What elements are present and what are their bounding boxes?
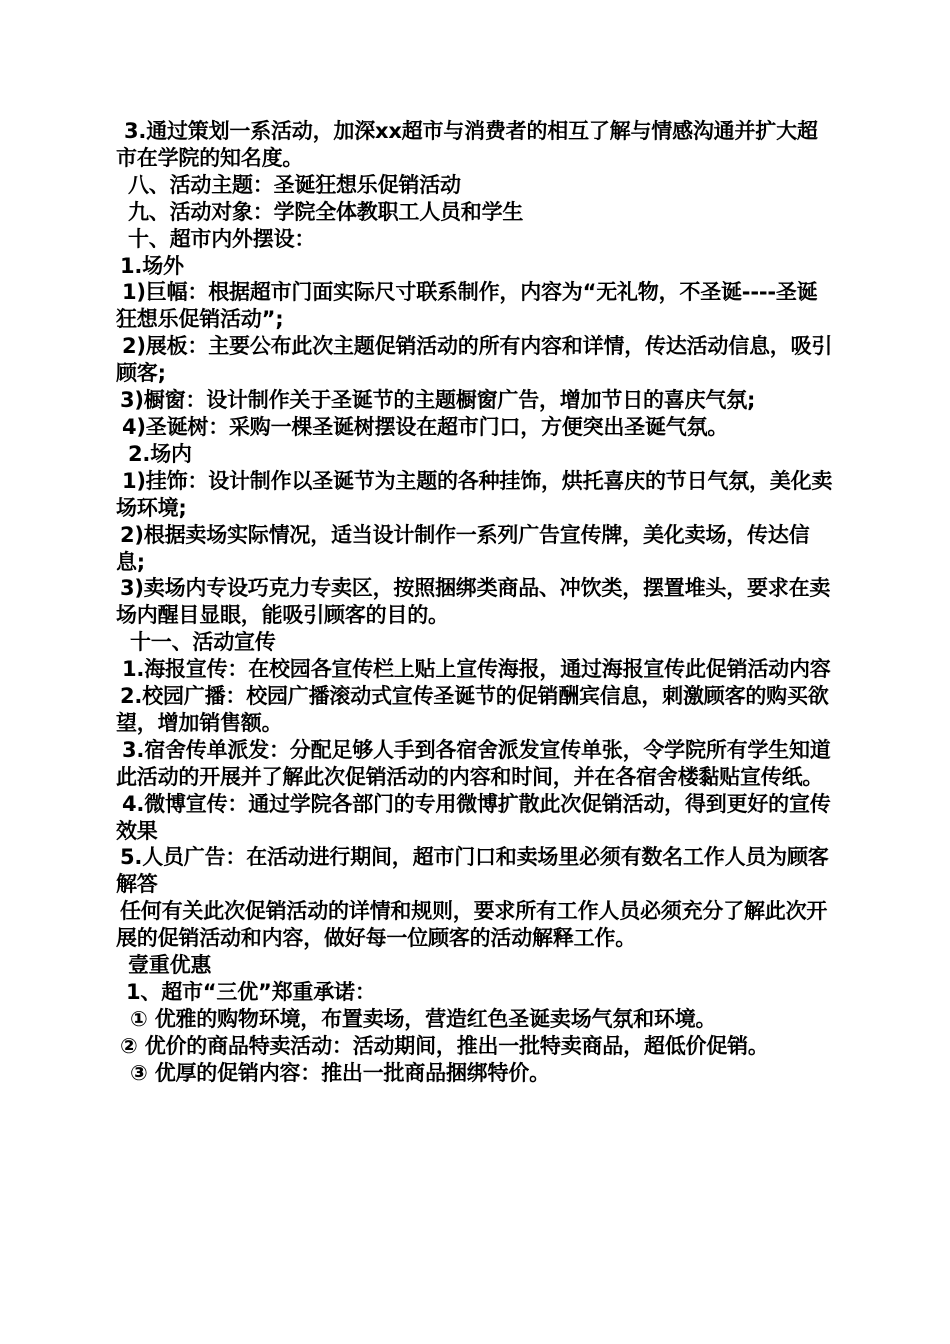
list-item: 2.校园广播：校园广播滚动式宣传圣诞节的促销酬宾信息，刺激顾客的购买欲望，增加销售额。 — [116, 684, 829, 735]
list-item: 1)挂饰：设计制作以圣诞节为主题的各种挂饰，烘托喜庆的节日气氛，美化卖场环境; — [116, 468, 833, 520]
paragraph: 3.通过策划一系活动，加深xx超市与消费者的相互了解与情感沟通并扩大超市在学院的知名度。 — [116, 119, 818, 170]
section-heading: 九、活动对象：学院全体教职工人员和学生 — [128, 199, 524, 224]
list-item: ① 优雅的购物环境，布置卖场，营造红色圣诞卖场气氛和环境。 — [130, 1006, 717, 1031]
list-item: 3.宿舍传单派发：分配足够人手到各宿舍派发宣传单张，令学院所有学生知道此活动的开展并了解此次促销活动的内容和时间，并在各宿舍楼黏贴宣传纸。 — [116, 737, 831, 789]
subsection-heading: 1.场外 — [120, 253, 184, 278]
list-item: 1)巨幅：根据超市门面实际尺寸联系制作，内容为“无礼物，不圣诞----圣诞狂想乐促销活动”; — [116, 280, 818, 332]
document-body — [116, 118, 834, 1087]
list-item: ② 优价的商品特卖活动：活动期间，推出一批特卖商品，超低价促销。 — [120, 1033, 769, 1058]
list-item: 3)橱窗：设计制作关于圣诞节的主题橱窗广告，增加节日的喜庆气氛; — [120, 388, 756, 413]
list-item: 3)卖场内专设巧克力专卖区，按照捆绑类商品、冲饮类，摆置堆头，要求在卖场内醒目显眼，能吸引顾客的目的。 — [116, 576, 831, 628]
list-item: ③ 优厚的促销内容：推出一批商品捆绑特价。 — [130, 1060, 550, 1085]
list-item: 4.微博宣传：通过学院各部门的专用微博扩散此次促销活动，得到更好的宣传效果 — [116, 791, 831, 843]
paragraph: 任何有关此次促销活动的详情和规则，要求所有工作人员必须充分了解此次开展的促销活动和内容，做好每一位顾客的活动解释工作。 — [116, 899, 828, 951]
list-item: 2)根据卖场实际情况，适当设计制作一系列广告宣传牌，美化卖场，传达信息; — [116, 522, 810, 574]
list-item: 1.海报宣传：在校园各宣传栏上贴上宣传海报，通过海报宣传此促销活动内容 — [122, 657, 831, 682]
list-item: 2)展板：主要公布此次主题促销活动的所有内容和详情，传达活动信息，吸引顾客; — [116, 334, 833, 386]
subsection-heading: 1、超市“三优”郑重承诺： — [126, 980, 376, 1004]
section-heading: 十、超市内外摆设： — [128, 226, 316, 251]
section-heading: 壹重优惠 — [128, 953, 212, 978]
list-item: 4)圣诞树：采购一棵圣诞树摆设在超市门口，方便突出圣诞气氛。 — [122, 414, 729, 439]
section-heading: 十一、活动宣传 — [130, 630, 276, 655]
list-item: 5.人员广告：在活动进行期间，超市门口和卖场里必须有数名工作人员为顾客解答 — [116, 845, 829, 897]
subsection-heading: 2.场内 — [128, 441, 192, 466]
section-heading: 八、活动主题：圣诞狂想乐促销活动 — [128, 172, 461, 197]
